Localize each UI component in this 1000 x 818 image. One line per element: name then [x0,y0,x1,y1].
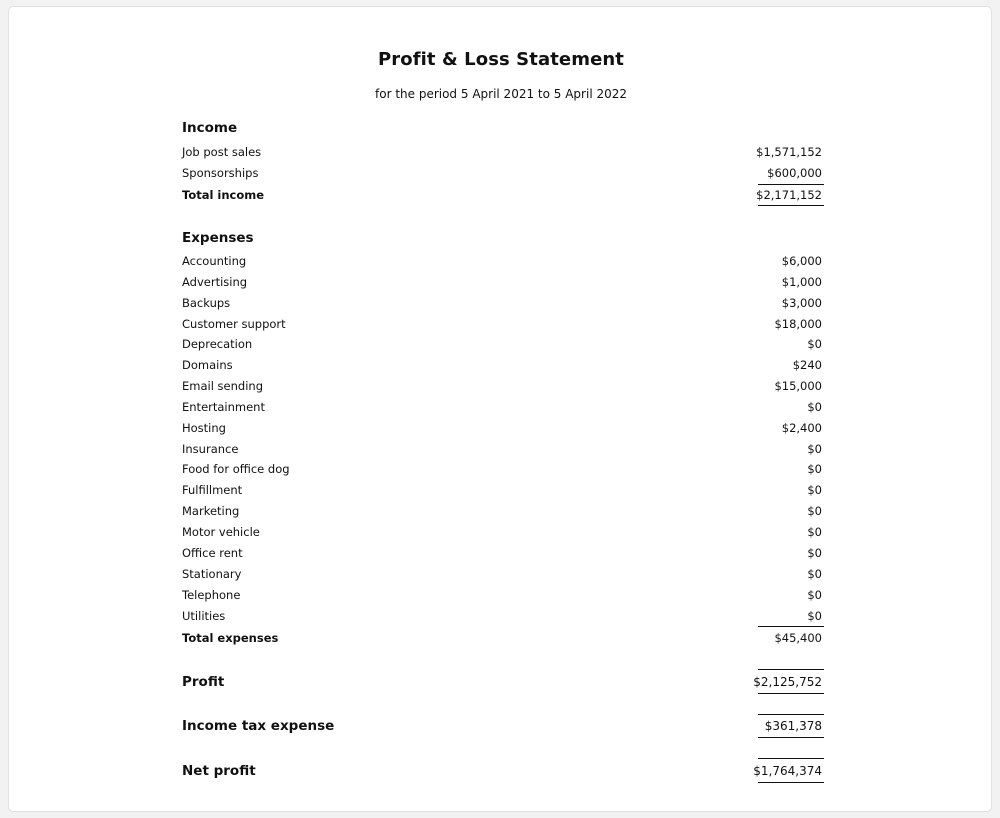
tax-amount: $361,378 [764,719,822,733]
expense-row [182,564,822,584]
tax-bottom-rule [758,737,824,738]
expense-row-amount: $0 [807,483,822,497]
expense-row-amount: $3,000 [781,296,822,310]
expense-row-label: Backups [182,296,231,310]
profit-amount: $2,125,752 [753,675,822,689]
expense-row-label: Customer support [182,317,286,331]
expense-row [182,355,822,375]
expense-row-label: Accounting [182,254,247,268]
expense-row [182,293,822,313]
expense-row [182,543,822,563]
expense-row-amount: $1,000 [781,275,822,289]
expense-row [182,522,822,542]
profit-label: Profit [182,674,225,690]
tax-row [182,716,822,736]
expense-row-label: Motor vehicle [182,525,260,539]
profit-bottom-rule [758,693,824,694]
expense-row-label: Insurance [182,442,239,456]
expenses-total-label: Total expenses [182,631,279,645]
statement-title: Profit & Loss Statement [377,49,624,70]
income-total-rule [758,205,824,206]
net-profit-row [182,761,822,781]
expense-row [182,251,822,271]
income-total-amount: $2,171,152 [756,188,822,202]
expense-row [182,376,822,396]
profit-row [182,672,822,692]
expense-row [182,314,822,334]
income-row-label: Sponsorships [182,166,259,180]
net-profit-bottom-rule [758,782,824,783]
income-row-amount: $600,000 [767,166,822,180]
income-row-amount: $1,571,152 [756,145,822,159]
expense-row-label: Advertising [182,275,248,289]
expense-row-amount: $0 [807,504,822,518]
income-total-row [182,185,822,205]
expense-row [182,418,822,438]
expense-row-label: Fulfillment [182,483,243,497]
income-row [182,163,822,183]
expense-row [182,480,822,500]
expense-row-label: Email sending [182,379,263,393]
expense-row-label: Hosting [182,421,226,435]
expenses-heading: Expenses [182,230,254,246]
expense-row-label: Stationary [182,567,242,581]
expense-row [182,334,822,354]
expense-row [182,501,822,521]
expense-row-amount: $15,000 [774,379,822,393]
expense-row-amount: $0 [807,525,822,539]
expense-row-amount: $0 [807,609,822,623]
expense-row-amount: $0 [807,400,822,414]
expense-row-amount: $0 [807,462,822,476]
expense-row-label: Food for office dog [182,462,290,476]
expense-row-amount: $0 [807,442,822,456]
net-profit-amount: $1,764,374 [753,764,822,778]
expense-row-label: Telephone [182,588,241,602]
tax-top-rule [758,714,824,715]
expense-row-amount: $240 [792,358,822,372]
expenses-total-amount: $45,400 [774,631,822,645]
expense-row-label: Deprecation [182,337,253,351]
expense-row-amount: $6,000 [781,254,822,268]
expense-row-amount: $2,400 [781,421,822,435]
income-row [182,142,822,162]
expense-row-label: Office rent [182,546,243,560]
expense-row [182,459,822,479]
expense-row [182,397,822,417]
net-profit-label: Net profit [182,763,256,779]
expense-row-amount: $0 [807,546,822,560]
statement-period: for the period 5 April 2021 to 5 April 2022 [375,87,627,101]
expenses-subtotal-rule [758,626,824,627]
net-profit-top-rule [758,758,824,759]
income-row-label: Job post sales [182,145,262,159]
expense-row-label: Utilities [182,609,226,623]
income-total-label: Total income [182,188,265,202]
expense-row [182,272,822,292]
expense-row-amount: $0 [807,337,822,351]
expense-row-label: Marketing [182,504,240,518]
tax-label: Income tax expense [182,718,335,734]
expense-row [182,439,822,459]
expense-row [182,585,822,605]
statement-page [8,6,992,812]
expense-row-amount: $18,000 [774,317,822,331]
expense-row-label: Entertainment [182,400,265,414]
profit-top-rule [758,669,824,670]
income-heading: Income [182,120,238,136]
expense-row-label: Domains [182,358,233,372]
expense-row-amount: $0 [807,567,822,581]
expenses-total-row [182,628,822,648]
expense-row [182,606,822,626]
expense-row-amount: $0 [807,588,822,602]
